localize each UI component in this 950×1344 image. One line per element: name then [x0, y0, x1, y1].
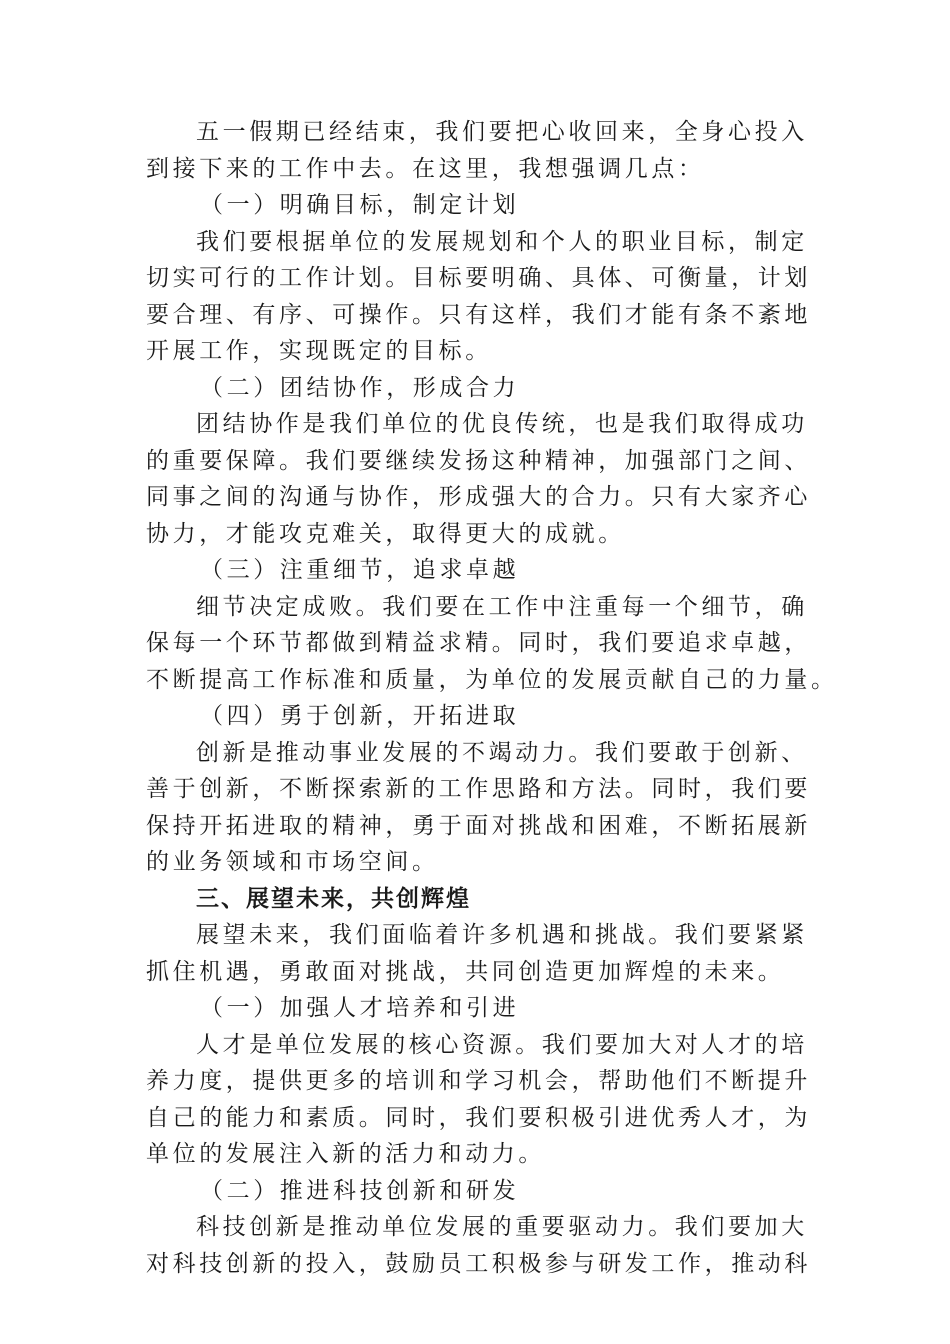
paragraph-line: 养力度，提供更多的培训和学习机会，帮助他们不断提升 — [146, 1068, 811, 1094]
paragraph-line: 的业务领域和市场空间。 — [146, 849, 439, 875]
paragraph-line: 细节决定成败。我们要在工作中注重每一个细节，确 — [196, 593, 808, 620]
paragraph-line: 我们要根据单位的发展规划和个人的职业目标，制定 — [196, 228, 808, 255]
subsection-heading: （二）团结协作，形成合力 — [200, 374, 520, 401]
paragraph-line: 科技创新是推动单位发展的重要驱动力。我们要加大 — [196, 1214, 808, 1240]
paragraph-line: 善于创新，不断探索新的工作思路和方法。同时，我们要 — [146, 776, 811, 802]
paragraph — [146, 406, 811, 552]
paragraph-line: 抓住机遇，勇敢面对挑战，共同创造更加辉煌的未来。 — [146, 958, 785, 985]
paragraph-line: 自己的能力和素质。同时，我们要积极引进优秀人才，为 — [146, 1104, 811, 1131]
paragraph-line: 保每一个环节都做到精益求精。同时，我们要追求卓越， — [146, 630, 811, 656]
paragraph-line: 单位的发展注入新的活力和动力。 — [146, 1141, 545, 1167]
paragraph-line: 保持开拓进取的精神，勇于面对挑战和困难，不断拓展新 — [146, 812, 811, 839]
paragraph-line: 同事之间的沟通与协作，形成强大的合力。只有大家齐心 — [146, 484, 811, 510]
paragraph-line: 对科技创新的投入，鼓励员工积极参与研发工作，推动科 — [146, 1250, 811, 1277]
document-page — [146, 114, 838, 1282]
paragraph-line: 开展工作，实现既定的目标。 — [146, 338, 492, 364]
paragraph — [146, 114, 806, 187]
subsection-heading: （四）勇于创新，开拓进取 — [200, 703, 520, 729]
paragraph — [146, 589, 838, 699]
paragraph — [146, 917, 806, 990]
paragraph-line: 协力，才能攻克难关，取得更大的成就。 — [146, 520, 625, 547]
paragraph — [146, 224, 811, 370]
paragraph-line: 展望未来，我们面临着许多机遇和挑战。我们要紧紧 — [196, 922, 808, 948]
paragraph-line: 团结协作是我们单位的优良传统，也是我们取得成功 — [196, 411, 808, 437]
paragraph — [146, 735, 811, 881]
paragraph-line: 五一假期已经结束，我们要把心收回来，全身心投入 — [196, 119, 808, 145]
paragraph-line: 要合理、有序、可操作。只有这样，我们才能有条不紊地 — [146, 301, 811, 328]
paragraph — [146, 1027, 811, 1173]
subsection-heading: （三）注重细节，追求卓越 — [200, 557, 520, 583]
paragraph-line: 切实可行的工作计划。目标要明确、具体、可衡量，计划 — [146, 265, 811, 291]
paragraph-line: 到接下来的工作中去。在这里，我想强调几点： — [146, 155, 705, 182]
paragraph-line: 人才是单位发展的核心资源。我们要加大对人才的培 — [196, 1031, 808, 1058]
paragraph — [146, 1209, 811, 1282]
paragraph-line: 创新是推动事业发展的不竭动力。我们要敢于创新、 — [196, 739, 808, 766]
section-heading: 三、展望未来，共创辉煌 — [196, 885, 471, 912]
subsection-heading: （一）明确目标，制定计划 — [200, 192, 520, 218]
paragraph-line: 不断提高工作标准和质量，为单位的发展贡献自己的力量。 — [146, 666, 838, 693]
subsection-heading: （二）推进科技创新和研发 — [200, 1177, 520, 1204]
paragraph-line: 的重要保障。我们要继续发扬这种精神，加强部门之间、 — [146, 447, 811, 474]
subsection-heading: （一）加强人才培养和引进 — [200, 995, 520, 1021]
